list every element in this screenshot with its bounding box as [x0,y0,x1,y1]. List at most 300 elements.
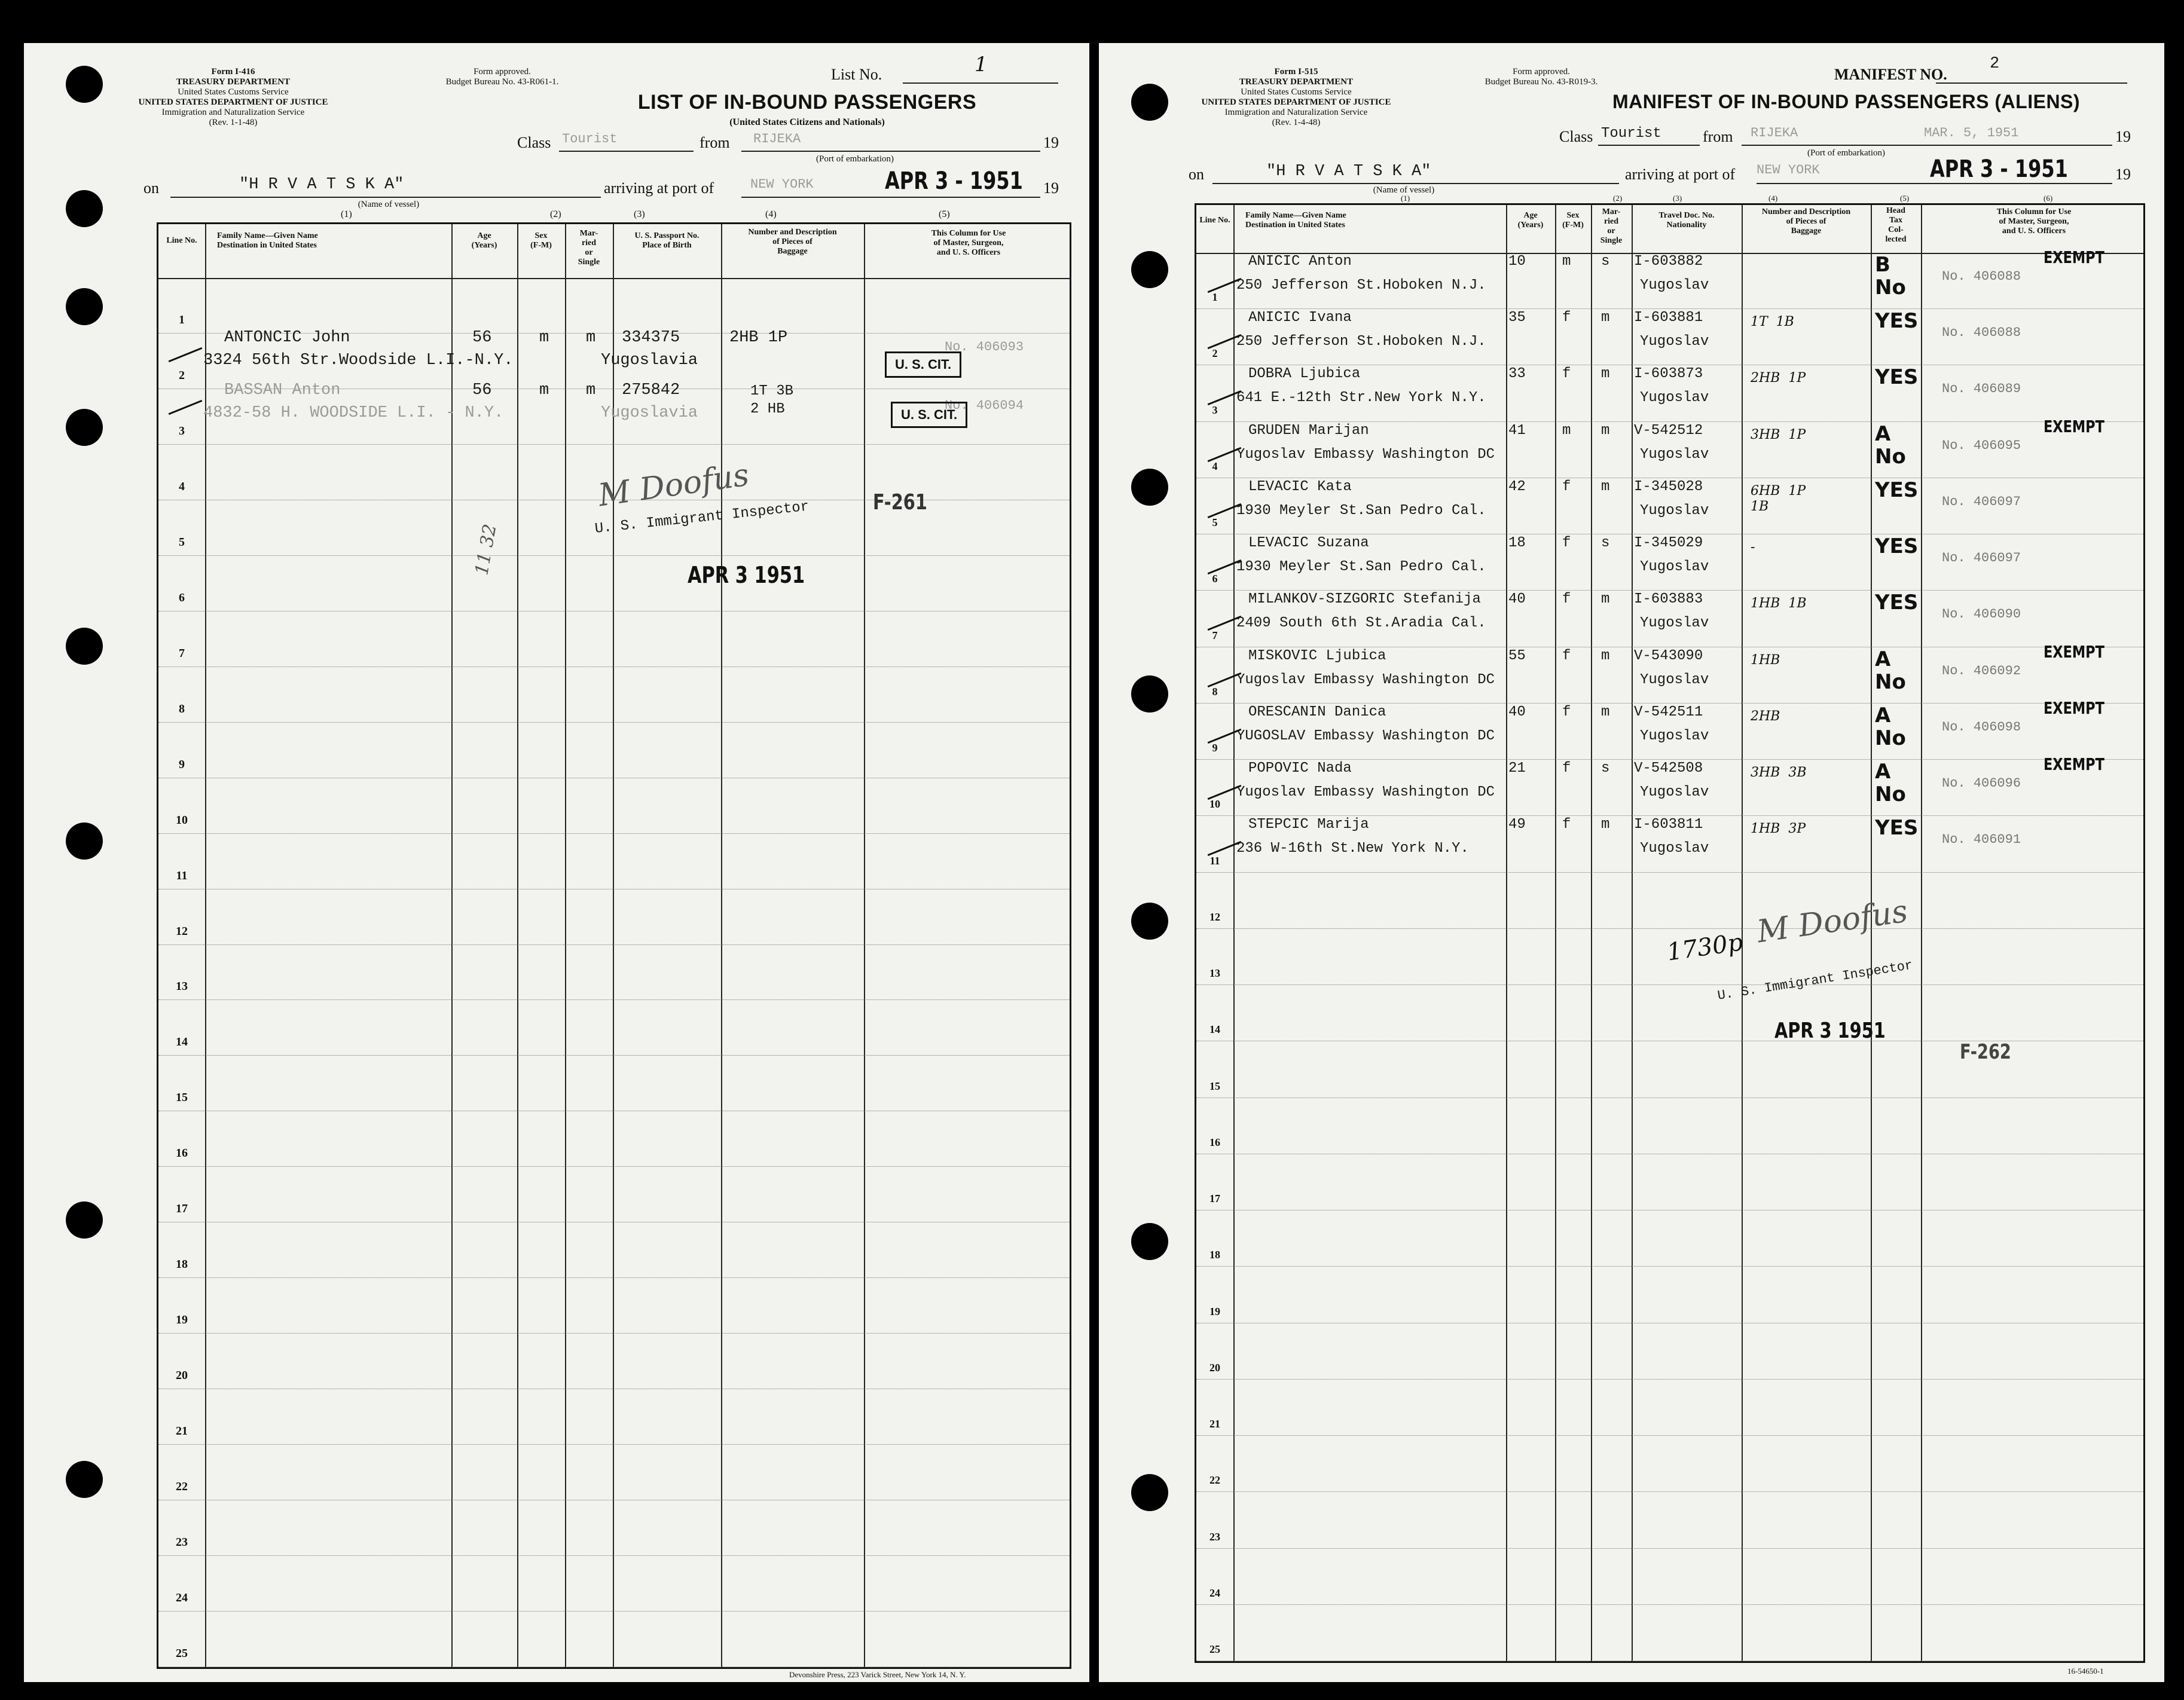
travel-doc-number: I-603882 [1634,253,1703,270]
header-sex: Sex (F-M) [530,231,552,250]
destination-address: 4832-58 H. WOODSIDE L.I. - N.Y. [203,404,504,422]
header-officers: This Column for Use of Master, Surgeon, and U. S. Officers [931,229,1006,257]
table-row [1196,1492,2143,1548]
line-number: 13 [1209,967,1220,980]
inspection-date-stamp: APR 3 1951 [688,562,805,588]
year-label: 19 [2115,128,2131,145]
passenger-married: m [1601,647,1610,664]
passenger-name: LEVACIC Kata [1248,478,1352,495]
nationality: Yugoslav [1640,334,1709,350]
line-number: 3 [179,424,185,438]
table-row [158,778,1070,834]
line-number: 21 [176,1424,188,1438]
col-number: (5) [939,209,950,219]
punch-hole [1131,903,1168,940]
list-no-line [903,82,1058,84]
inspector-signature: M Doofus [596,457,752,514]
header-head-tax: Head Tax Col- lected [1885,206,1907,244]
officer-number: No. 406088 [1942,269,2021,284]
service: United States Customs Service [178,87,289,97]
punch-hole [66,1461,103,1498]
printer-footer: Devonshire Press, 223 Varick Street, New York 14, N. Y. [789,1670,966,1679]
passenger-sex: f [1562,591,1571,608]
passenger-name: ANICIC Ivana [1248,310,1352,326]
from-line [1742,145,2112,146]
class-label: Class [1559,128,1593,145]
col-number: (1) [341,209,352,219]
line-number: 17 [1209,1193,1220,1205]
arrival-date-stamp: APR 3 - 1951 [1930,155,2068,183]
passenger-sex: m [1562,253,1571,270]
manifest-no-value: 2 [1990,55,2000,73]
passenger-age: 40 [1508,704,1526,720]
line-number: 14 [1209,1023,1220,1036]
nationality: Yugoslav [1640,784,1709,801]
header-passport: U. S. Passport No. Place of Birth [634,231,700,250]
passport-number: 334375 [622,329,680,347]
line-number: 5 [179,535,185,549]
budget-line: Budget Bureau No. 43-R019-3. [1484,77,1598,87]
head-tax-collected: YES [1875,365,1919,390]
table-row [1196,1380,2143,1436]
class-line [559,151,694,152]
passenger-married: m [1601,366,1610,383]
passenger-name: STEPCIC Marija [1248,817,1369,833]
line-number: 15 [1209,1080,1220,1092]
destination-address: 2409 South 6th St.Aradia Cal. [1236,615,1486,632]
table-row [158,1000,1070,1056]
punch-hole [66,628,103,665]
service: United States Customs Service [1241,87,1352,97]
table-row [158,1445,1070,1500]
col-number: (3) [634,209,645,219]
baggage: 1HB 3P [1751,821,1806,837]
inspector-signature: M Doofus [1755,893,1910,950]
on-label: on [143,179,159,197]
passport-number: 275842 [622,381,680,399]
officer-number: No. 406092 [1942,663,2021,678]
class-value: Tourist [1601,126,1661,142]
passenger-sex: f [1562,366,1571,383]
manifest-no-label: MANIFEST NO. [1834,66,1947,83]
header-sex: Sex (F-M) [1562,211,1584,230]
port-note: (Port of embarkation) [816,154,894,164]
destination-address: 236 W-16th St.New York N.Y. [1236,840,1469,857]
line-number: 10 [1209,798,1220,811]
destination-address: 1930 Meyler St.San Pedro Cal. [1236,559,1486,576]
punch-hole [1131,675,1168,713]
budget-line: Budget Bureau No. 43-R061-1. [445,77,559,87]
travel-doc-number: V-543090 [1634,647,1703,664]
table-row [158,945,1070,1001]
table-row [158,1167,1070,1222]
from-line [741,151,1040,152]
table-row [158,1556,1070,1612]
header-age: Age (Years) [471,231,497,250]
line-number: 7 [1212,629,1218,641]
line-number: 25 [1209,1643,1220,1655]
baggage: - [1751,540,1755,555]
port-line [1757,183,2112,184]
form-number: Form I-416 [211,67,255,77]
ins-service: Immigration and Naturalization Service [1224,108,1368,117]
vessel-name: "H R V A T S K A" [239,176,404,194]
manifest-no-line [1936,82,2127,84]
arriving-label: arriving at port of [1625,166,1736,183]
approval-block [395,67,610,87]
table-row [158,611,1070,667]
exempt-stamp: EXEMPT [2044,247,2104,267]
table-row [1196,985,2143,1041]
line-number: 6 [179,591,185,604]
passenger-sex: m [1562,422,1571,439]
table-row [158,556,1070,611]
form-header-block [1195,67,1398,128]
passenger-sex: f [1562,478,1571,495]
travel-doc-number: V-542512 [1634,422,1703,439]
line-number: 18 [1209,1249,1220,1261]
nationality: Yugoslav [1640,390,1709,406]
line-number: 24 [1209,1586,1220,1599]
exempt-stamp: EXEMPT [2044,641,2104,662]
passenger-name: LEVACIC Suzana [1248,535,1369,552]
header-line-no: Line No. [166,236,197,245]
passenger-age: 35 [1508,310,1526,326]
arrival-date-stamp: APR 3 - 1951 [885,167,1023,195]
head-tax-collected: YES [1875,309,1919,334]
officer-number: No. 406096 [1942,776,2021,791]
punch-hole [66,66,103,103]
header-name: Family Name—Given Name Destination in United States [1245,211,1346,230]
table-row [1196,1098,2143,1154]
travel-doc-number: I-603811 [1634,817,1703,833]
approval-block [1434,67,1649,87]
passenger-age: 33 [1508,366,1526,383]
passenger-sex: f [1562,310,1571,326]
passenger-sex: f [1562,704,1571,720]
destination-address: YUGOSLAV Embassy Washington DC [1236,727,1495,744]
line-number: 10 [176,813,188,827]
line-number: 12 [1209,910,1220,923]
revision: (Rev. 1-4-48) [1272,118,1321,127]
header-travel-doc: Travel Doc. No. Nationality [1658,211,1715,230]
travel-doc-number: I-345029 [1634,535,1703,552]
travel-doc-number: I-603873 [1634,366,1703,383]
baggage: 3HB 3B [1751,765,1807,781]
nationality: Yugoslav [1640,446,1709,463]
table-row [1196,1436,2143,1492]
passenger-name: MILANKOV-SIZGORIC Stefanija [1248,591,1481,608]
header-officers: This Column for Use of Master, Surgeon, and U. S. Officers [1996,207,2072,236]
place-of-birth: Yugoslavia [601,404,698,422]
nationality: Yugoslav [1640,727,1709,744]
destination-address: 641 E.-12th Str.New York N.Y. [1236,390,1486,406]
inspector-label: U. S. Immigrant Inspector [1716,958,1914,1004]
table-row [1196,1210,2143,1267]
line-number: 15 [176,1091,188,1105]
passenger-married: m [586,381,596,399]
col-number: (1) [1401,194,1410,203]
justice-department: UNITED STATES DEPARTMENT OF JUSTICE [138,97,328,107]
passenger-sex: f [1562,817,1571,833]
punch-hole [1131,1223,1168,1260]
form-header-block [132,67,335,128]
vessel-line [1212,183,1619,184]
baggage: 2HB 1P [1751,371,1806,386]
form-footer: 16-54650-1 [2067,1667,2104,1675]
punch-hole [66,1201,103,1239]
line-number: 9 [1212,742,1218,754]
table-row [158,1278,1070,1334]
line-number: 2 [1212,347,1218,360]
passenger-name: ANTONCIC John [224,329,350,347]
head-tax-collected: YES [1875,478,1919,502]
header-age: Age (Years) [1517,211,1544,230]
head-tax-collected: A No [1875,647,1906,694]
baggage: 3HB 1P [1751,427,1806,442]
officer-number: No. 406098 [1942,719,2021,735]
travel-doc-number: V-542508 [1634,760,1703,777]
year-label: 19 [1043,134,1059,151]
table-row [1196,1549,2143,1605]
justice-department: UNITED STATES DEPARTMENT OF JUSTICE [1201,97,1391,107]
head-tax-collected: B No [1875,253,1906,299]
line-number: 17 [176,1202,188,1216]
exempt-stamp: EXEMPT [2044,754,2104,775]
on-label: on [1189,166,1204,183]
col-number: (3) [1673,194,1682,203]
baggage: 2HB 1P [729,329,788,347]
table-row [158,834,1070,889]
approval-line: Form approved. [1513,67,1570,77]
officer-number: No. 406090 [1942,607,2021,622]
line-number: 23 [1209,1530,1220,1543]
punch-hole [1131,469,1168,506]
header-baggage: Number and Description of Pieces of Baggage [1761,207,1851,236]
head-tax-collected: YES [1875,816,1919,840]
destination-address: 3324 56th Str.Woodside L.I.-N.Y. [203,351,514,369]
passenger-married: m [586,329,596,347]
destination-address: 250 Jefferson St.Hoboken N.J. [1236,277,1486,293]
inspector-code: F-261 [873,490,927,515]
passenger-name: MISKOVIC Ljubica [1248,647,1386,664]
table-row [158,1500,1070,1556]
passenger-age: 56 [472,329,492,347]
line-number: 19 [176,1313,188,1327]
passenger-name: ANICIC Anton [1248,253,1352,270]
header-baggage: Number and Description of Pieces of Baggage [748,228,837,256]
line-number: 13 [176,980,188,993]
passenger-age: 41 [1508,422,1526,439]
page-title: MANIFEST OF IN-BOUND PASSENGERS (ALIENS) [1612,91,2081,112]
destination-address: 250 Jefferson St.Hoboken N.J. [1236,334,1486,350]
head-tax-collected: A No [1875,760,1906,807]
passenger-married: m [1601,591,1610,608]
nationality: Yugoslav [1640,502,1709,519]
us-citizen-stamp: U. S. CIT. [891,402,967,428]
passenger-age: 42 [1508,478,1526,495]
vessel-name: "H R V A T S K A" [1266,163,1431,181]
line-number: 4 [179,479,185,493]
line-number: 3 [1212,403,1218,416]
passenger-age: 10 [1508,253,1526,270]
nationality: Yugoslav [1640,277,1709,293]
line-number: 1 [1212,291,1218,304]
line-number: 12 [176,924,188,938]
line-number: 24 [176,1591,188,1605]
table-row [158,1222,1070,1278]
passenger-age: 21 [1508,760,1526,777]
passenger-married: m [1601,422,1610,439]
officer-number: No. 406095 [1942,438,2021,453]
passenger-name: ORESCANIN Danica [1248,704,1386,720]
department: TREASURY DEPARTMENT [1239,77,1354,87]
vessel-line [170,197,601,198]
table-row [158,889,1070,945]
officer-number: No. 406093 [945,340,1024,354]
from-label: from [1703,128,1733,145]
form-number: Form I-515 [1274,67,1318,77]
line-number: 20 [176,1369,188,1383]
officer-number: No. 406094 [945,398,1024,413]
baggage: 1T 3B 2 HB [750,383,794,417]
table-row [1196,873,2143,929]
line-number: 22 [176,1480,188,1494]
port-value: NEW YORK [1757,163,1820,178]
nationality: Yugoslav [1640,840,1709,857]
punch-hole [1131,84,1168,121]
passenger-married: m [1601,704,1610,720]
vessel-note: (Name of vessel) [358,200,420,209]
from-date: MAR. 5, 1951 [1924,126,2019,140]
head-tax-collected: A No [1875,703,1906,750]
line-number: 18 [176,1258,188,1271]
port-line [741,197,1040,198]
officer-number: No. 406091 [1942,832,2021,848]
table-row [158,1056,1070,1111]
col-number: (2) [1613,194,1623,203]
line-number: 9 [179,757,185,771]
passenger-sex: m [539,381,549,399]
passenger-age: 18 [1508,535,1526,552]
inspector-time: 1730p [1665,928,1745,967]
punch-hole [66,190,103,227]
destination-address: Yugoslav Embassy Washington DC [1236,784,1495,801]
revision: (Rev. 1-1-48) [209,118,258,127]
officer-number: No. 406097 [1942,494,2021,509]
punch-hole [66,823,103,860]
passenger-age: 56 [472,381,492,399]
line-number: 16 [1209,1136,1220,1148]
alien-manifest-page [1099,43,2164,1682]
passenger-age: 55 [1508,647,1526,664]
year-label-2: 19 [1043,179,1059,197]
officer-number: No. 406088 [1942,325,2021,341]
table-row [1196,1154,2143,1210]
table-row [158,278,1070,334]
approval-line: Form approved. [474,67,531,77]
header-married: Mar- ried or Single [578,229,600,267]
travel-doc-number: I-603883 [1634,591,1703,608]
travel-doc-number: I-345028 [1634,478,1703,495]
baggage: 2HB [1751,708,1780,724]
passenger-name: BASSAN Anton [224,381,341,399]
nationality: Yugoslav [1640,615,1709,632]
passenger-name: GRUDEN Marijan [1248,422,1369,439]
line-number: 5 [1212,516,1218,529]
exempt-stamp: EXEMPT [2044,698,2104,718]
line-number: 25 [176,1646,188,1660]
passenger-married: m [1601,310,1610,326]
punch-hole [66,288,103,325]
officer-number: No. 406089 [1942,381,2021,397]
port-value: NEW YORK [750,177,814,192]
passenger-married: s [1601,535,1610,552]
port-note: (Port of embarkation) [1807,148,1885,158]
head-tax-collected: YES [1875,591,1919,615]
baggage: 1HB [1751,652,1780,668]
punch-hole [1131,251,1168,288]
class-value: Tourist [562,132,618,146]
passenger-age: 40 [1508,591,1526,608]
table-row [158,1334,1070,1389]
from-label: from [700,134,730,151]
passenger-age: 49 [1508,817,1526,833]
line-number: 8 [1212,685,1218,698]
table-row [1196,1605,2143,1661]
inspector-label: U. S. Immigrant Inspector [594,499,810,537]
col-number: (5) [1900,194,1910,203]
table-row [158,723,1070,778]
list-no-label: List No. [831,66,882,83]
table-row [158,1389,1070,1445]
line-number: 8 [179,702,185,716]
line-number: 2 [179,368,185,382]
line-number: 20 [1209,1361,1220,1374]
header-name: Family Name—Given Name Destination in United States [217,231,318,250]
inspector-code: F-262 [1960,1040,2011,1064]
passenger-sex: f [1562,535,1571,552]
baggage: 1T 1B [1751,314,1794,330]
passenger-married: s [1601,760,1610,777]
department: TREASURY DEPARTMENT [176,77,291,87]
passenger-married: m [1601,478,1610,495]
head-tax-collected: YES [1875,534,1919,559]
baggage: 6HB 1P 1B [1751,483,1806,514]
exempt-stamp: EXEMPT [2044,416,2104,436]
line-number: 22 [1209,1474,1220,1487]
inspection-date-stamp: APR 3 1951 [1774,1019,1886,1043]
passenger-name: POPOVIC Nada [1248,760,1352,777]
line-number: 11 [176,869,188,882]
line-number: 23 [176,1536,188,1549]
arriving-label: arriving at port of [604,179,714,197]
header-line-no: Line No. [1199,216,1230,225]
from-value: RIJEKA [1751,126,1798,140]
place-of-birth: Yugoslavia [601,351,698,369]
col-number: (4) [1768,194,1778,203]
from-value: RIJEKA [753,132,801,146]
officer-number: No. 406097 [1942,551,2021,566]
vessel-note: (Name of vessel) [1373,185,1435,195]
class-label: Class [517,134,551,151]
destination-address: Yugoslav Embassy Washington DC [1236,446,1495,463]
passenger-sex: f [1562,760,1571,777]
us-citizen-stamp: U. S. CIT. [885,351,961,378]
line-number: 11 [1209,854,1220,867]
line-number: 21 [1209,1418,1220,1430]
page-title: LIST OF IN-BOUND PASSENGERS [637,91,977,114]
